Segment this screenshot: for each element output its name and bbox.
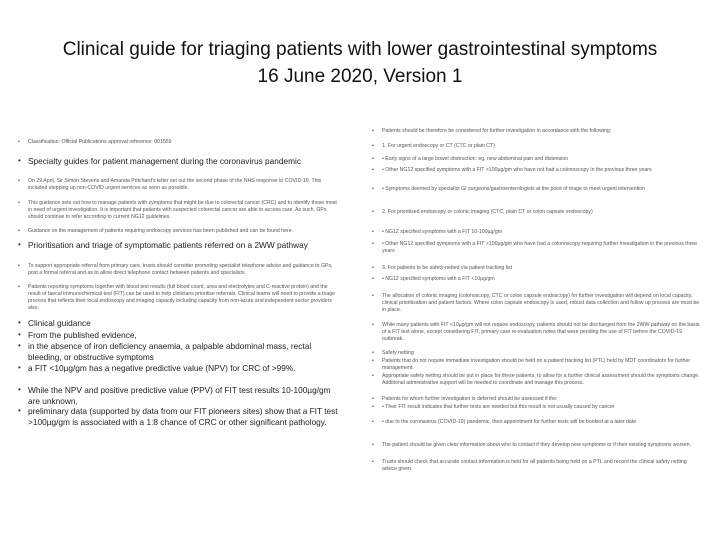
bullet: • — [372, 419, 374, 425]
bullet: • — [372, 186, 374, 192]
bullet: • — [372, 442, 374, 448]
bullet: • — [18, 178, 20, 184]
bullet: • — [18, 228, 20, 234]
body-text: • Symptoms deemed by specialist GI surgeons/gastroenterologists at the point of triage to meet urgent intervention — [382, 186, 646, 192]
list-item — [372, 373, 700, 387]
bullet: • — [372, 209, 374, 215]
bullet: • — [372, 358, 374, 364]
bullet: • — [18, 330, 21, 339]
body-text: Patients for whom further investigation is deferred should be assessed if the: — [382, 396, 558, 402]
section-heading: Clinical guidance — [28, 318, 91, 328]
body-text: • NG12 specified symptoms with a FIT <10µg/gm — [382, 276, 495, 282]
title-line-1: Clinical guide for triaging patients with lower gastrointestinal symptoms — [62, 39, 658, 60]
bullet: • — [372, 128, 374, 134]
list-item — [372, 419, 700, 426]
bullet: • — [18, 240, 21, 249]
body-text: To support appropriate referral from primary care, trusts should consider promoting specialist telephone advice and guidance to GPs, post a formal referral and as to allow direct telephone contact between patients and specialists. — [28, 263, 333, 276]
body-text: Patients should be therefore be considered for further investigation in accordance with the following: — [382, 128, 612, 134]
list-item — [18, 318, 340, 329]
body-text: • NG12 specified symptoms with a FIT 10-100µg/gm — [382, 229, 503, 235]
list-item — [372, 322, 700, 343]
body-text: Patients that do not require immediate investigation should be held on a patient tracking list (PTL) held by MDT coordinators for further management. — [382, 358, 691, 371]
classification-line: Classification: Official Publications approval reference: 001559 — [28, 139, 172, 145]
body-text: While the NPV and positive predictive value (PPV) of FIT test results 10-100µg/gm are unknown, — [28, 385, 331, 406]
body-text: Safety netting — [382, 350, 414, 356]
list-item — [372, 186, 700, 193]
bullet: • — [372, 265, 374, 271]
bullet: • — [18, 263, 20, 269]
body-text: • Other NG12 specified symptoms with a FIT >100µg/gm who have not had a colonoscopy in the previous three years — [382, 167, 652, 173]
body-text: This guidance sets out how to manage patients with symptoms that might be due to colorectal cancer (CRC) and to identify those most in need of urgent investigation. It is important that patients with suspected colorectal cancer are able to access care. As such, GPs should continue to refer according to current NG12 guidelines. — [28, 200, 337, 220]
list-item — [18, 385, 340, 406]
list-item — [372, 396, 700, 403]
bullet: • — [372, 293, 374, 299]
body-text: The allocation of colonic imaging (colonoscopy, CTC or colon capsule endoscopy) for further investigation will depend on local capacity, clinical prioritisation and patient factors. Where colon capsule endoscopy is used, robust data collection and follow up process are must be in place. — [382, 293, 700, 313]
bullet: • — [372, 322, 374, 328]
bullet: • — [372, 241, 374, 247]
list-item — [372, 276, 700, 283]
title-line-2: 16 June 2020, Version 1 — [257, 66, 463, 87]
bullet: • — [372, 156, 374, 162]
bullet: • — [372, 404, 374, 410]
page-title — [20, 36, 700, 90]
bullet: • — [372, 350, 374, 356]
body-text: Patients reporting symptoms together with blood test results (full blood count, urea and electrolytes and C-reactive protein) and the result of faecal immunochemical test (FIT) can be used to help clinicians prioritise referrals. Clinical teams will need to provide a triage process that reflects their local endoscopy and imaging capacity including capacity from non-acute and independent sector providers also. — [28, 284, 336, 311]
bullet: • — [18, 284, 20, 290]
list-item — [372, 442, 700, 449]
list-item — [372, 229, 700, 236]
bullet: • — [372, 459, 374, 465]
list-item — [18, 200, 340, 221]
body-text: • Other NG12 specified symptoms with a FIT >100µg/gm who have had a colonoscopy requiring further investigation in the previous three years — [382, 241, 698, 254]
list-item — [372, 459, 700, 473]
list-item — [18, 178, 340, 192]
list-item — [372, 265, 700, 272]
list-item — [372, 167, 700, 174]
body-text: • Their FIT result indicates that further tests are needed but this result is not usually caused by cancer — [382, 404, 615, 410]
list-item — [372, 209, 700, 216]
body-text: preliminary data (supported by data from our FIT pioneers sites) show that a FIT test >100µg/gm is associated with a 1:8 chance of CRC or other significant pathology. — [28, 406, 338, 427]
list-item — [372, 350, 700, 357]
body-text: in the absence of iron deficiency anaemia, a palpable abdominal mass, rectal bleeding, or obstructive symptoms — [28, 341, 312, 362]
list-item — [18, 263, 340, 277]
list-item — [372, 128, 700, 135]
body-text: From the published evidence, — [28, 330, 137, 340]
section-heading: Specialty guides for patient management during the coronavirus pandemic — [28, 156, 302, 166]
body-text: 1. For urgent endoscopy or CT (CTC or plain CT) — [382, 143, 495, 149]
bullet: • — [18, 318, 21, 327]
bullet: • — [18, 156, 21, 165]
list-item — [18, 156, 340, 167]
body-text: The patient should be given clear information about who to contact if they develop new symptoms or if their existing symptoms worsen. — [382, 442, 692, 448]
body-text: On 29 April, Sir Simon Stevens and Amanda Pritchard's letter set out the second phase of the NHS response to COVID-19. This included stepping up non-COVID urgent services as soon as possible. — [28, 178, 322, 191]
bullet: • — [18, 406, 21, 415]
body-text: • due to the coronavirus (COVID-19) pandemic, their appointment for further tests will be booked at a later date — [382, 419, 637, 425]
bullet: • — [372, 229, 374, 235]
bullet: • — [18, 363, 21, 372]
list-item — [372, 156, 700, 163]
list-item — [18, 284, 340, 312]
list-item — [18, 363, 340, 374]
list-item — [372, 241, 700, 255]
bullet: • — [372, 396, 374, 402]
list-item — [372, 404, 700, 411]
bullet: • — [372, 276, 374, 282]
body-text: Trusts should check that accurate contact information is held for all patients being held on a PTL and record the clinical safety netting advice given. — [382, 459, 687, 472]
body-text: • Early signs of a large bowel obstruction: eg, new abdominal pain and distension — [382, 156, 569, 162]
list-item — [18, 341, 340, 362]
list-item — [372, 293, 700, 314]
bullet: • — [18, 385, 21, 394]
body-text: Guidance on the management of patients requiring endoscopy services has been published and can be found here. — [28, 228, 294, 234]
list-item — [372, 143, 700, 150]
bullet: • — [372, 143, 374, 149]
list-item — [18, 330, 340, 341]
bullet: • — [18, 200, 20, 206]
list-item — [18, 240, 340, 251]
bullet: • — [18, 139, 20, 145]
section-heading: Prioritisation and triage of symptomatic patients referred on a 2WW pathway — [28, 240, 308, 250]
bullet: • — [372, 373, 374, 379]
list-item — [18, 406, 340, 427]
list-item — [18, 228, 340, 235]
body-text: While many patients with FIT <10µg/gm will not require endoscopy, patients should not be discharged from the 2WW pathway on the basis of a FIT test alone, except considering FIT, primary care re-evaluation notes that were pending the use of FIT before the COVID-19 outbreak. — [382, 322, 700, 342]
list-item — [372, 358, 700, 372]
bullet: • — [372, 167, 374, 173]
list-item — [18, 139, 340, 146]
body-text: Appropriate safety netting should be put in place for these patients, to allow for a further clinical assessment should the symptoms change. Additional administrative support will be needed to coordinate and manage this process. — [382, 373, 700, 386]
body-text: 2. For prioritised endoscopy or colonic imaging (CTC, plain CT or colon capsule endoscopy) — [382, 209, 593, 215]
bullet: • — [18, 341, 21, 350]
body-text: a FIT <10µg/gm has a negative predictive value (NPV) for CRC of >99%. — [28, 363, 296, 373]
body-text: 3. For patients to be safety-netted via patient tracking list — [382, 265, 513, 271]
